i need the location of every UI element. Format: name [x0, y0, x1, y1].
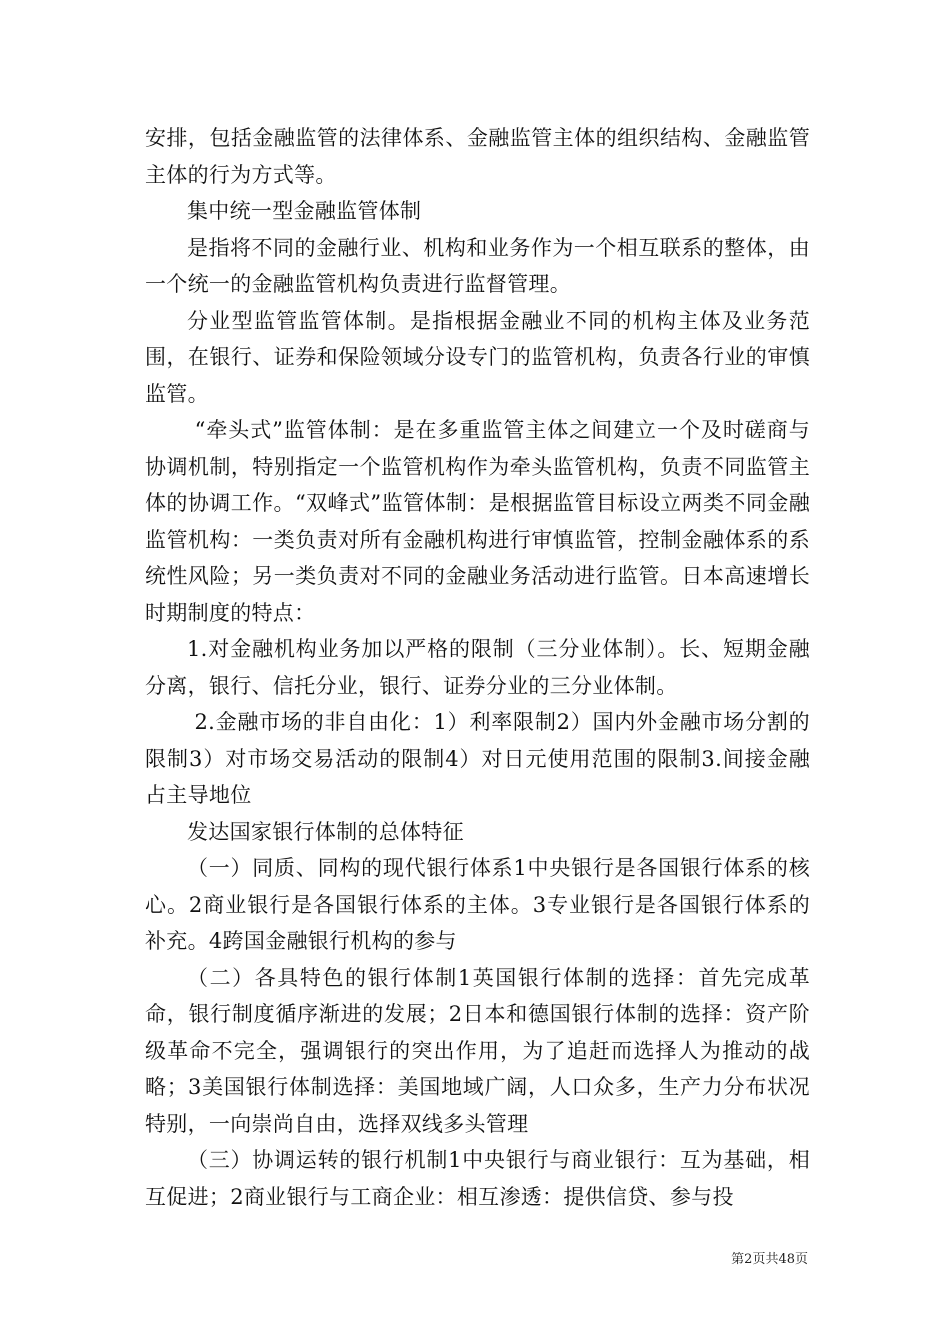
page-number-footer: 第2页共48页: [731, 1252, 808, 1267]
paragraph-sectoral-supervision: 分业型监管监管体制。是指根据金融业不同的机构主体及业务范围，在银行、证券和保险领域分设专门的监管机构，负责各行业的审慎监管。: [145, 308, 810, 406]
paragraph-lead-and-twin-peaks: “牵头式”监管体制：是在多重监管主体之间建立一个及时磋商与协调机制，特别指定一个监管机构作为牵头监管机构，负责不同监管主体的协调工作。“双峰式”监管体制：是根据监管目标设立两类不同金融监管机构：一类负责对所有金融机构进行审慎监管，控制金融体系的系统性风险；另一类负责对不同的金融业务活动进行监管。日本高速增长时期制度的特点：: [145, 418, 811, 625]
document-body: [145, 120, 810, 1215]
paragraph-centralized-definition: 是指将不同的金融行业、机构和业务作为一个相互联系的整体，由一个统一的金融监管机构负责进行监督管理。: [145, 235, 810, 296]
paragraph-section-2: （二）各具特色的银行体制1英国银行体制的选择：首先完成革命，银行制度循序渐进的发展；2日本和德国银行体制的选择：资产阶级革命不完全，强调银行的突出作用，为了追赶而选择人为推动的战略；3美国银行体制选择：美国地域广阔，人口众多，生产力分布状况特别，一向崇尚自由，选择双线多头管理: [145, 965, 810, 1136]
paragraph-point-2: 2.金融市场的非自由化：1）利率限制2）国内外金融市场分割的限制3）对市场交易活动的限制4）对日元使用范围的限制3.间接金融占主导地位: [145, 710, 810, 807]
paragraph-section-3: （三）协调运转的银行机制1中央银行与商业银行：互为基础，相互促进；2商业银行与工商企业：相互渗透：提供信贷、参与投: [145, 1148, 810, 1209]
paragraph-continuation: 安排，包括金融监管的法律体系、金融监管主体的组织结构、金融监管主体的行为方式等。: [145, 126, 810, 187]
heading-centralized-supervision: 集中统一型金融监管体制: [187, 199, 422, 223]
paragraph-section-1: （一）同质、同构的现代银行体系1中央银行是各国银行体系的核心。2商业银行是各国银行体系的主体。3专业银行是各国银行体系的补充。4跨国金融银行机构的参与: [145, 856, 810, 953]
paragraph-point-1: 1.对金融机构业务加以严格的限制（三分业体制）。长、短期金融分离，银行、信托分业，银行、证券分业的三分业体制。: [145, 637, 810, 698]
heading-banking-features: 发达国家银行体制的总体特征: [187, 819, 464, 844]
